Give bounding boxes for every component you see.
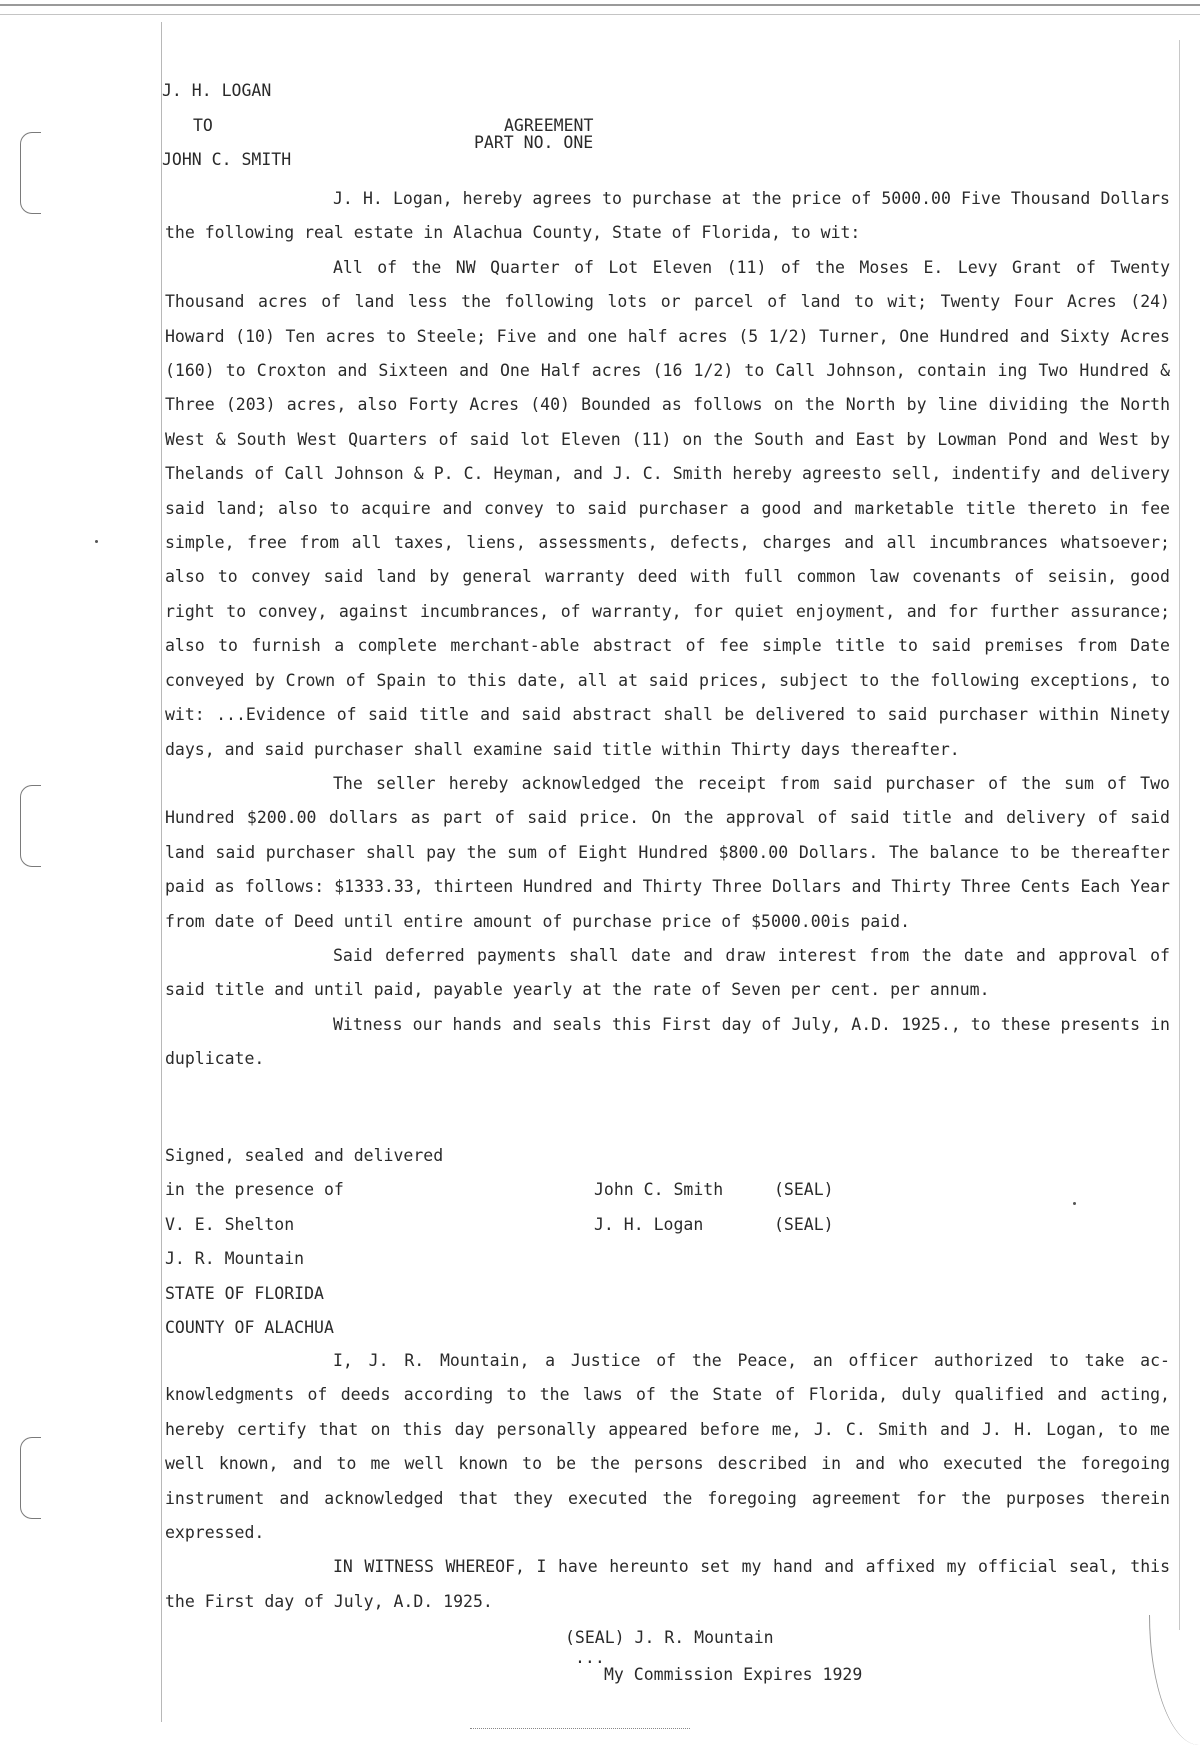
- top-border-rule: [0, 4, 1200, 15]
- notary-ellipsis: ...: [575, 1648, 605, 1667]
- binder-hole-top: [20, 132, 41, 214]
- signer-2-seal: (SEAL): [774, 1215, 834, 1234]
- binder-hole-middle: [20, 785, 41, 867]
- agreement-body: [165, 182, 1170, 1077]
- document-part: PART NO. ONE: [474, 133, 594, 152]
- signer-2-name: J. H. Logan: [594, 1215, 704, 1234]
- acknowledgment-paragraph-certify: I, J. R. Mountain, a Justice of the Peace, an officer authorized to take ac-knowledgments of deeds according to the laws of the State of Florida, duly qualified and acting, hereby certify that on this day personally appeared before me, J. C. Smith and J. H. Logan, to me well known, and to me well known to be the persons described in and who executed the foregoing instrument and acknowledged that they executed the foregoing agreement for the purposes therein expressed.: [165, 1351, 1170, 1543]
- caption-party-from: J. H. LOGAN: [162, 81, 272, 100]
- margin-speck: [95, 540, 98, 543]
- caption-to: TO: [193, 116, 213, 135]
- document-title: AGREEMENT: [504, 116, 594, 135]
- binder-hole-bottom: [20, 1437, 41, 1519]
- venue-state: STATE OF FLORIDA: [165, 1284, 324, 1303]
- agreement-paragraph-witness: Witness our hands and seals this First day of July, A.D. 1925., to these presents in duplicate.: [165, 1014, 1170, 1069]
- right-page-edge: [1179, 40, 1180, 1630]
- agreement-paragraph-purchase: J. H. Logan, hereby agrees to purchase at the price of 5000.00 Five Thousand Dollars the following real estate in Alachua County, State of Florida, to wit:: [165, 189, 1170, 243]
- notary-commission-expiry: My Commission Expires 1929: [604, 1665, 863, 1684]
- signer-1-seal: (SEAL): [774, 1180, 834, 1199]
- agreement-paragraph-interest: Said deferred payments shall date and draw interest from the date and approval of said title and until paid, payable yearly at the rate of Seven per cent. per annum.: [165, 945, 1170, 1000]
- bottom-smudge: [470, 1728, 690, 1733]
- page-corner-curl: [1149, 1615, 1200, 1745]
- witness-signature-2: J. R. Mountain: [165, 1249, 305, 1268]
- caption-party-to: JOHN C. SMITH: [162, 150, 292, 169]
- presence-line: in the presence of: [165, 1180, 344, 1199]
- agreement-paragraph-payment: The seller hereby acknowledged the receipt from said purchaser of the sum of Two Hundred $200.00 dollars as part of said price. On the approval of said title and delivery of said land said purchaser shall pay the sum of Eight Hundred $800.00 Dollars. The balance to be thereafter paid as follows: $1333.33, thirteen Hundred and Thirty Three Dollars and Thirty Three Cents Each Year from date of Deed until entire amount of purchase price of $5000.00is paid.: [165, 773, 1170, 931]
- signer-1-name: John C. Smith: [594, 1180, 724, 1199]
- notary-seal-signature: (SEAL) J. R. Mountain: [565, 1628, 774, 1647]
- acknowledgment-body: [165, 1344, 1170, 1619]
- page-speck: [1073, 1202, 1076, 1205]
- witness-signature-1: V. E. Shelton: [165, 1215, 295, 1234]
- signed-sealed-line: Signed, sealed and delivered: [165, 1146, 444, 1165]
- acknowledgment-paragraph-witness-whereof: IN WITNESS WHEREOF, I have hereunto set my hand and affixed my official seal, this the First day of July, A.D. 1925.: [165, 1557, 1170, 1611]
- agreement-paragraph-land-description: All of the NW Quarter of Lot Eleven (11) of the Moses E. Levy Grant of Twenty Thousand acres of land less the following lots or parcel of land to wit; Twenty Four Acres (24) Howard (10) Ten acres to Steele; Five and one half acres (5 1/2) Turner, One Hundred and Sixty Acres (160) to Croxton and Sixteen and One Half acres (16 1/2) to Call Johnson, contain ing Two Hundred & Three (203) acres, also Forty Acres (40) Bounded as follows on the North by line dividing the North West & South West Quarters of said lot Eleven (11) on the South and East by Lowman Pond and West by Thelands of Call Johnson & P. C. Heyman, and J. C. Smith hereby agreesto sell, indentify and delivery said land; also to acquire and convey to said purchaser a good and marketable title thereto in fee simple, free from all taxes, liens, assessments, defects, charges and all incumbrances whatsoever; also to convey said land by general warranty deed with full common law covenants of seisin, good right to convey, against incumbrances, of warranty, for quiet enjoyment, and for further assurance; also to furnish a complete merchant-able abstract of fee simple title to said premises from Date conveyed by Crown of Spain to this date, all at said prices, subject to the following exceptions, to wit: ...Evidence of said title and said abstract shall be delivered to said purchaser within Ninety days, and said purchaser shall examine said title within Thirty days thereafter.: [165, 257, 1170, 759]
- left-margin-line: [161, 22, 162, 1722]
- venue-county: COUNTY OF ALACHUA: [165, 1318, 334, 1337]
